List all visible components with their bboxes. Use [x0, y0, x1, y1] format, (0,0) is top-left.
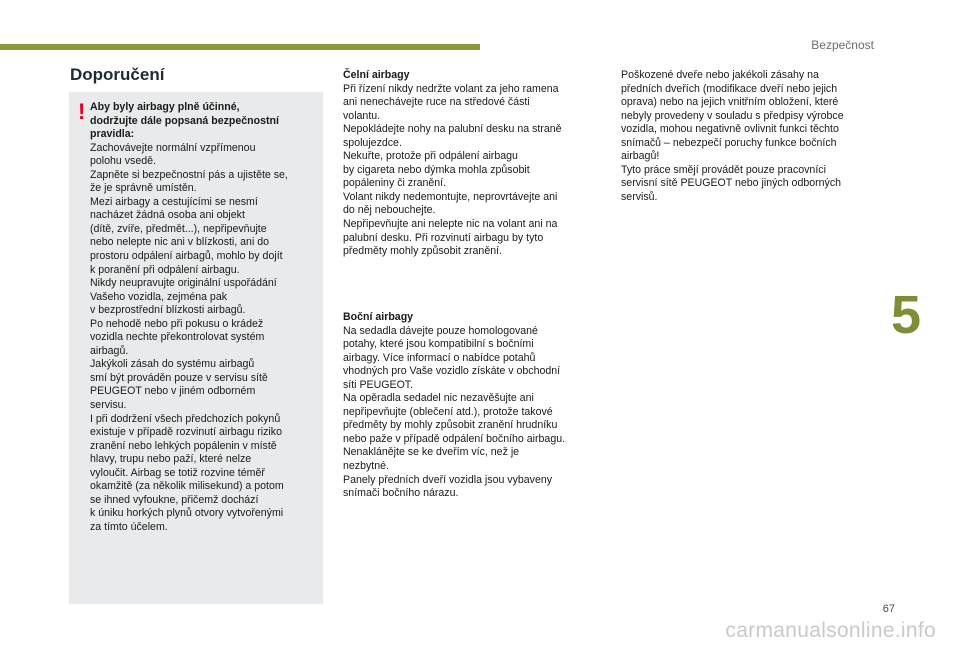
lateral-airbags-section	[343, 311, 601, 501]
lateral-airbags-heading: Boční airbagy	[343, 311, 414, 323]
frontal-airbags-body: Při řízení nikdy nedržte volant za jeho ramena ani nenechávejte ruce na středové části volantu. Nepokládejte nohy na palubní desku na straně spolujezdce. Nekuřte, protože při odpálení airbagu by cigareta nebo dýmka mohla způsobit popáleniny či zranění. Volant nikdy nedemontujte, neprovrtávejte ani do něj nebouchejte. Nepřipevňujte ani nelepte nic na volant ani na palubní desku. Při rozvinutí airbagu by tyto předměty mohly způsobit zranění.	[343, 82, 562, 258]
page-title: Doporučení	[70, 65, 165, 84]
warning-exclamation-icon: !	[78, 99, 86, 124]
warning-text	[90, 101, 320, 535]
doors-paragraph: Poškozené dveře nebo jakékoli zásahy na předních dveřích (modifikace dveří nebo jejich oprava) nebo na jejich vnitřním obložení, které nebyly provedeny v souladu s předpisy výrobce vozidla, mohou negativně ovlivnit funkci těchto snímačů – nebezpečí poruchy funkce bočních airbagů! Tyto práce smějí provádět pouze pracovníci servisní sítě PEUGEOT nebo jiných odborných servisů.	[621, 69, 844, 203]
frontal-airbags-heading: Čelní airbagy	[343, 69, 410, 81]
chapter-number: 5	[891, 285, 922, 345]
watermark: carmanualsonline.info	[725, 619, 936, 642]
header-accent-bar	[0, 44, 480, 50]
page-number: 67	[882, 603, 895, 615]
warning-heading: Aby byly airbagy plně účinné, dodržujte dále popsaná bezpečnostní pravidla:	[90, 101, 279, 141]
section-header: Bezpečnost	[811, 38, 874, 52]
warning-body: Zachovávejte normální vzpřímenou polohu vsedě. Zapněte si bezpečnostní pás a ujistěte se, že je správně umístěn. Mezi airbagy a cestujícími se nesmí nacházet žádná osoba ani objekt (dítě, zvíře, předmět...), nepřipevňujte nebo nelepte nic ani v blízkosti, ani do prostoru odpálení airbagů, mohlo by dojít k poranění při odpálení airbagu. Nikdy neupravujte originální uspořádání Vašeho vozidla, zejména pak v bezprostřední blízkosti airbagů. Po nehodě nebo při pokusu o krádež vozidla nechte překontrolovat systém airbagů. Jakýkoli zásah do systému airbagů smí být prováděn pouze v servisu sítě PEUGEOT nebo v jiném odborném servisu. I při dodržení všech předchozích pokynů existuje v případě rozvinutí airbagu riziko zranění nebo lehkých popálenin v místě hlavy, trupu nebo paží, které nelze vyloučit. Airbag se totiž rozvine téměř okamžitě (za několik milisekund) a potom se ihned vyfoukne, přičemž dochází k úniku horkých plynů otvory vytvořenými za tímto účelem.	[90, 141, 288, 533]
lateral-airbags-body: Na sedadla dávejte pouze homologované potahy, které jsou kompatibilní s bočními airbagy. Více informací o nabídce potahů vhodných pro Vaše vozidlo získáte v obchodní síti PEUGEOT. Na opěradla sedadel nic nezavěšujte ani nepřipevňujte (oblečení atd.), protože takové předměty by mohly způsobit zranění hrudníku nebo paže v případě odpálení bočního airbagu. Nenaklánějte se ke dveřím víc, než je nezbytné. Panely předních dveří vozidla jsou vybaveny snímači bočního nárazu.	[343, 324, 566, 500]
frontal-airbags-section	[343, 69, 601, 259]
